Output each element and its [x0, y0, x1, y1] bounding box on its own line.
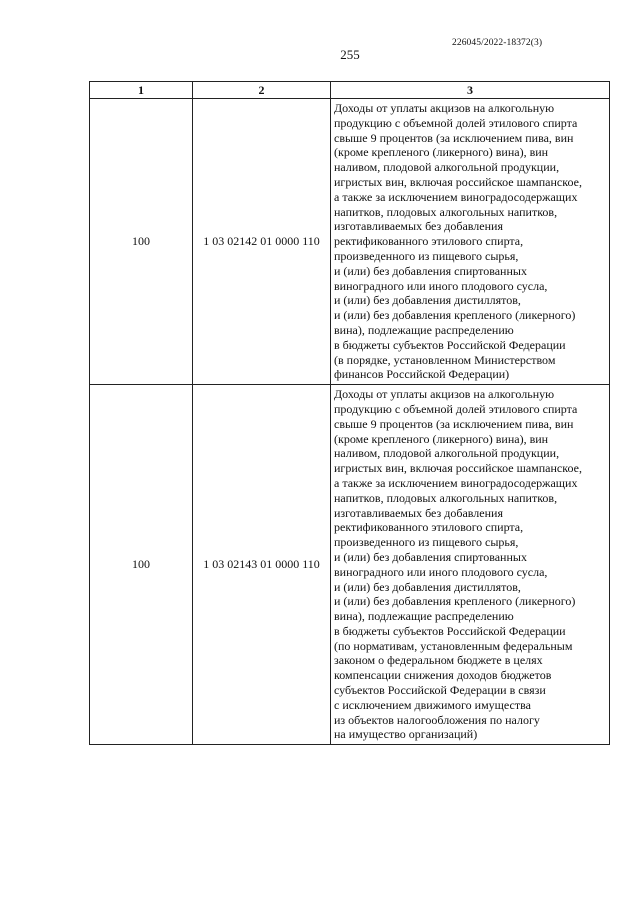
- description-line: свыше 9 процентов (за исключением пива, вин: [334, 416, 574, 431]
- description-line: и (или) без добавления спиртованных: [334, 263, 527, 278]
- description-line: изготавливаемых без добавления: [334, 505, 503, 520]
- description-line: Доходы от уплаты акцизов на алкогольную: [334, 387, 555, 402]
- description-line: и (или) без добавления крепленого (ликерного): [334, 308, 576, 323]
- description-line: и (или) без добавления дистиллятов,: [334, 293, 521, 308]
- description-line: и (или) без добавления спиртованных: [334, 549, 527, 564]
- column-header-3: 3: [331, 82, 610, 99]
- description-line: виноградного или иного плодового сусла,: [334, 278, 548, 293]
- description-line: изготавливаемых без добавления: [334, 219, 503, 234]
- document-id: 226045/2022-18372(3): [452, 38, 543, 48]
- column-header-2: 2: [193, 82, 331, 99]
- description-line: игристых вин, включая российское шампанское,: [334, 174, 582, 189]
- description-line: наливом, плодовой алкогольной продукции,: [334, 446, 560, 461]
- description-line: вина), подлежащие распределению: [334, 609, 514, 624]
- description-line: виноградного или иного плодового сусла,: [334, 564, 548, 579]
- description-line: напитков, плодовых алкогольных напитков,: [334, 490, 558, 505]
- description-line: произведенного из пищевого сырья,: [334, 248, 519, 263]
- description-line: финансов Российской Федерации): [334, 367, 510, 382]
- description-line: Доходы от уплаты акцизов на алкогольную: [334, 101, 555, 115]
- description-line: продукцию с объемной долей этилового спирта: [334, 115, 578, 130]
- description-line: (в порядке, установленном Министерством: [334, 352, 556, 367]
- table-header-row: [90, 82, 610, 99]
- admin-code-cell: 100: [90, 99, 193, 385]
- description-line: субъектов Российской Федерации в связи: [334, 683, 546, 698]
- description-line: а также за исключением виноградосодержащих: [334, 189, 578, 204]
- description-line: произведенного из пищевого сырья,: [334, 535, 519, 550]
- description-line: свыше 9 процентов (за исключением пива, вин: [334, 130, 574, 145]
- description-line: (кроме крепленого (ликерного) вина), вин: [334, 431, 549, 446]
- table-row: [90, 385, 610, 745]
- table-body: [90, 99, 610, 745]
- description-cell: [331, 99, 610, 385]
- description-line: (кроме крепленого (ликерного) вина), вин: [334, 145, 549, 160]
- description-line: в бюджеты субъектов Российской Федерации: [334, 623, 566, 638]
- description-line: и (или) без добавления крепленого (ликерного): [334, 594, 576, 609]
- description-line: с исключением движимого имущества: [334, 697, 531, 712]
- revenue-table: [89, 81, 610, 745]
- description-line: и (или) без добавления дистиллятов,: [334, 579, 521, 594]
- budget-code-cell: 1 03 02143 01 0000 110: [193, 385, 331, 745]
- description-line: (по нормативам, установленным федеральным: [334, 638, 573, 653]
- description-line: ректификованного этилового спирта,: [334, 234, 524, 249]
- description-cell: [331, 385, 610, 745]
- column-header-1: 1: [90, 82, 193, 99]
- description-line: продукцию с объемной долей этилового спирта: [334, 401, 578, 416]
- description-line: из объектов налогообложения по налогу: [334, 712, 540, 727]
- description-line: вина), подлежащие распределению: [334, 322, 514, 337]
- description-line: игристых вин, включая российское шампанское,: [334, 461, 582, 476]
- admin-code-cell: 100: [90, 385, 193, 745]
- budget-code-cell: 1 03 02142 01 0000 110: [193, 99, 331, 385]
- description-line: а также за исключением виноградосодержащих: [334, 475, 578, 490]
- description-line: наливом, плодовой алкогольной продукции,: [334, 160, 560, 175]
- table-row: [90, 99, 610, 385]
- description-line: ректификованного этилового спирта,: [334, 520, 524, 535]
- description-line: компенсации снижения доходов бюджетов: [334, 668, 552, 683]
- description-line: на имущество организаций): [334, 727, 478, 742]
- description-line: законом о федеральном бюджете в целях: [334, 653, 543, 668]
- description-line: в бюджеты субъектов Российской Федерации: [334, 337, 566, 352]
- page-number: 255: [340, 47, 360, 62]
- description-line: напитков, плодовых алкогольных напитков,: [334, 204, 558, 219]
